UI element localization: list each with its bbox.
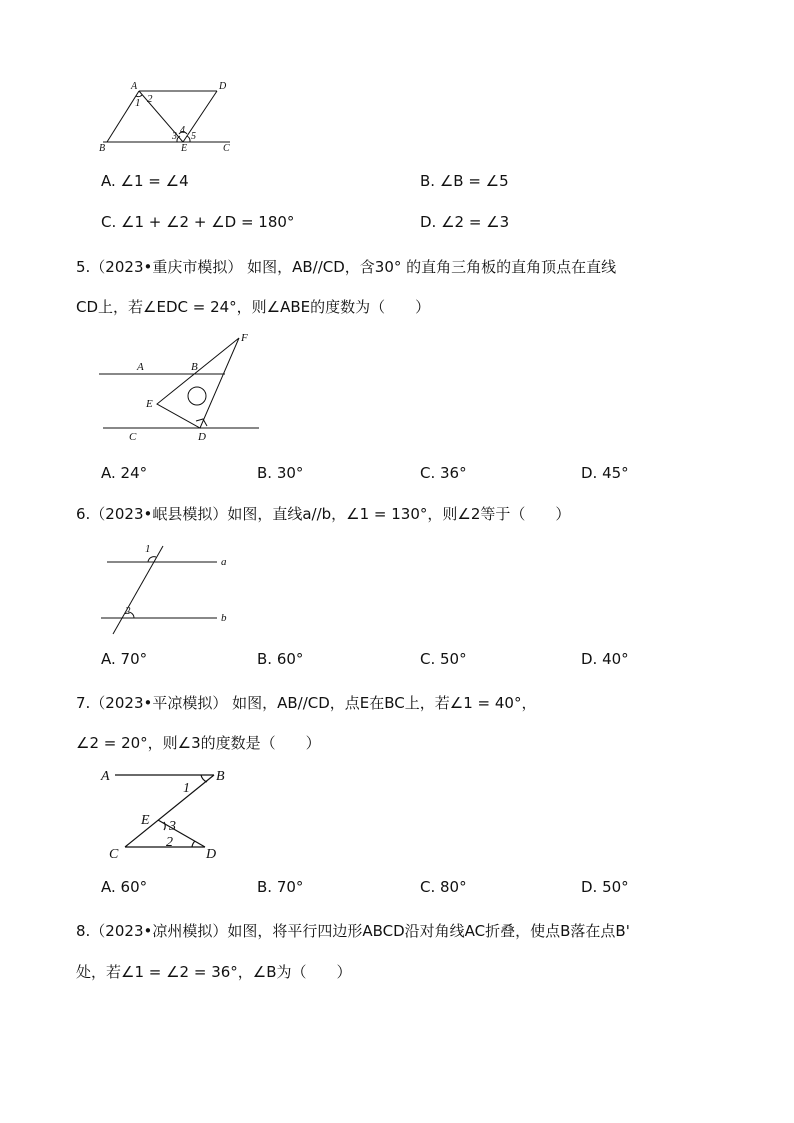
angle-label-5: 5 <box>191 131 196 142</box>
angle-label-1: 1 <box>135 97 141 109</box>
angle-label-3: 3 <box>172 131 177 142</box>
label-B: B <box>99 143 106 154</box>
label-B: B <box>216 769 225 784</box>
label-A: A <box>137 361 144 373</box>
angle-label-1: 1 <box>145 543 151 555</box>
label-A: A <box>101 769 110 784</box>
angle-label-2: 2 <box>147 93 153 105</box>
q6-option-d[interactable]: D. 40° <box>581 650 629 668</box>
figure-q7-z-shape <box>95 762 240 867</box>
q7-option-a[interactable]: A. 60° <box>101 878 148 896</box>
label-C: C <box>109 847 119 862</box>
q5-option-a[interactable]: A. 24° <box>101 464 148 482</box>
line-label-a: a <box>221 556 227 568</box>
figure-q4-parallelogram <box>95 78 240 154</box>
q6-option-b[interactable]: B. 60° <box>257 650 304 668</box>
q6-option-a[interactable]: A. 70° <box>101 650 148 668</box>
label-A: A <box>131 81 138 92</box>
figure-q6-parallel-lines <box>95 538 240 636</box>
q6-option-c[interactable]: C. 50° <box>420 650 467 668</box>
label-E: E <box>146 398 153 410</box>
angle-label-4: 4 <box>180 125 185 136</box>
label-C: C <box>129 431 137 443</box>
q8-stem-line2: 处，若∠1 = ∠2 = 36°，∠B为（ ） <box>76 963 352 981</box>
q7-option-b[interactable]: B. 70° <box>257 878 304 896</box>
q4-option-c[interactable]: C. ∠1 + ∠2 + ∠D = 180° <box>101 213 295 231</box>
q7-stem-line2: ∠2 = 20°，则∠3的度数是（ ） <box>76 734 321 752</box>
q7-stem-line1: 7.（2023•平凉模拟） 如图，AB//CD，点E在BC上，若∠1 = 40°， <box>76 694 537 712</box>
angle-label-1: 1 <box>183 781 190 796</box>
q4-option-b[interactable]: B. ∠B = ∠5 <box>420 172 509 190</box>
angle-label-3: 3 <box>169 819 176 834</box>
label-C: C <box>223 143 230 154</box>
q8-stem-line1: 8.（2023•凉州模拟）如图，将平行四边形ABCD沿对角线AC折叠，使点B落在点B' <box>76 922 630 940</box>
angle-label-2: 2 <box>125 605 131 617</box>
q5-stem-line2: CD上，若∠EDC = 24°，则∠ABE的度数为（ ） <box>76 298 431 316</box>
q5-option-c[interactable]: C. 36° <box>420 464 467 482</box>
q5-stem-line1: 5.（2023•重庆市模拟） 如图，AB//CD，含30° 的直角三角板的直角顶点在直线 <box>76 258 617 276</box>
angle-label-2: 2 <box>166 835 173 850</box>
label-F: F <box>241 332 248 344</box>
label-E: E <box>141 813 150 828</box>
figure-q5-triangle <box>95 330 265 445</box>
q4-option-a[interactable]: A. ∠1 = ∠4 <box>101 172 189 190</box>
label-B: B <box>191 361 198 373</box>
q7-option-d[interactable]: D. 50° <box>581 878 629 896</box>
q5-option-d[interactable]: D. 45° <box>581 464 629 482</box>
label-E: E <box>181 143 188 154</box>
label-D: D <box>198 431 206 443</box>
label-D: D <box>219 81 227 92</box>
q6-stem-line1: 6.（2023•岷县模拟）如图，直线a//b，∠1 = 130°，则∠2等于（ ） <box>76 505 571 523</box>
q4-option-d[interactable]: D. ∠2 = ∠3 <box>420 213 510 231</box>
label-D: D <box>206 847 217 862</box>
q7-option-c[interactable]: C. 80° <box>420 878 467 896</box>
line-label-b: b <box>221 612 227 624</box>
q5-option-b[interactable]: B. 30° <box>257 464 304 482</box>
